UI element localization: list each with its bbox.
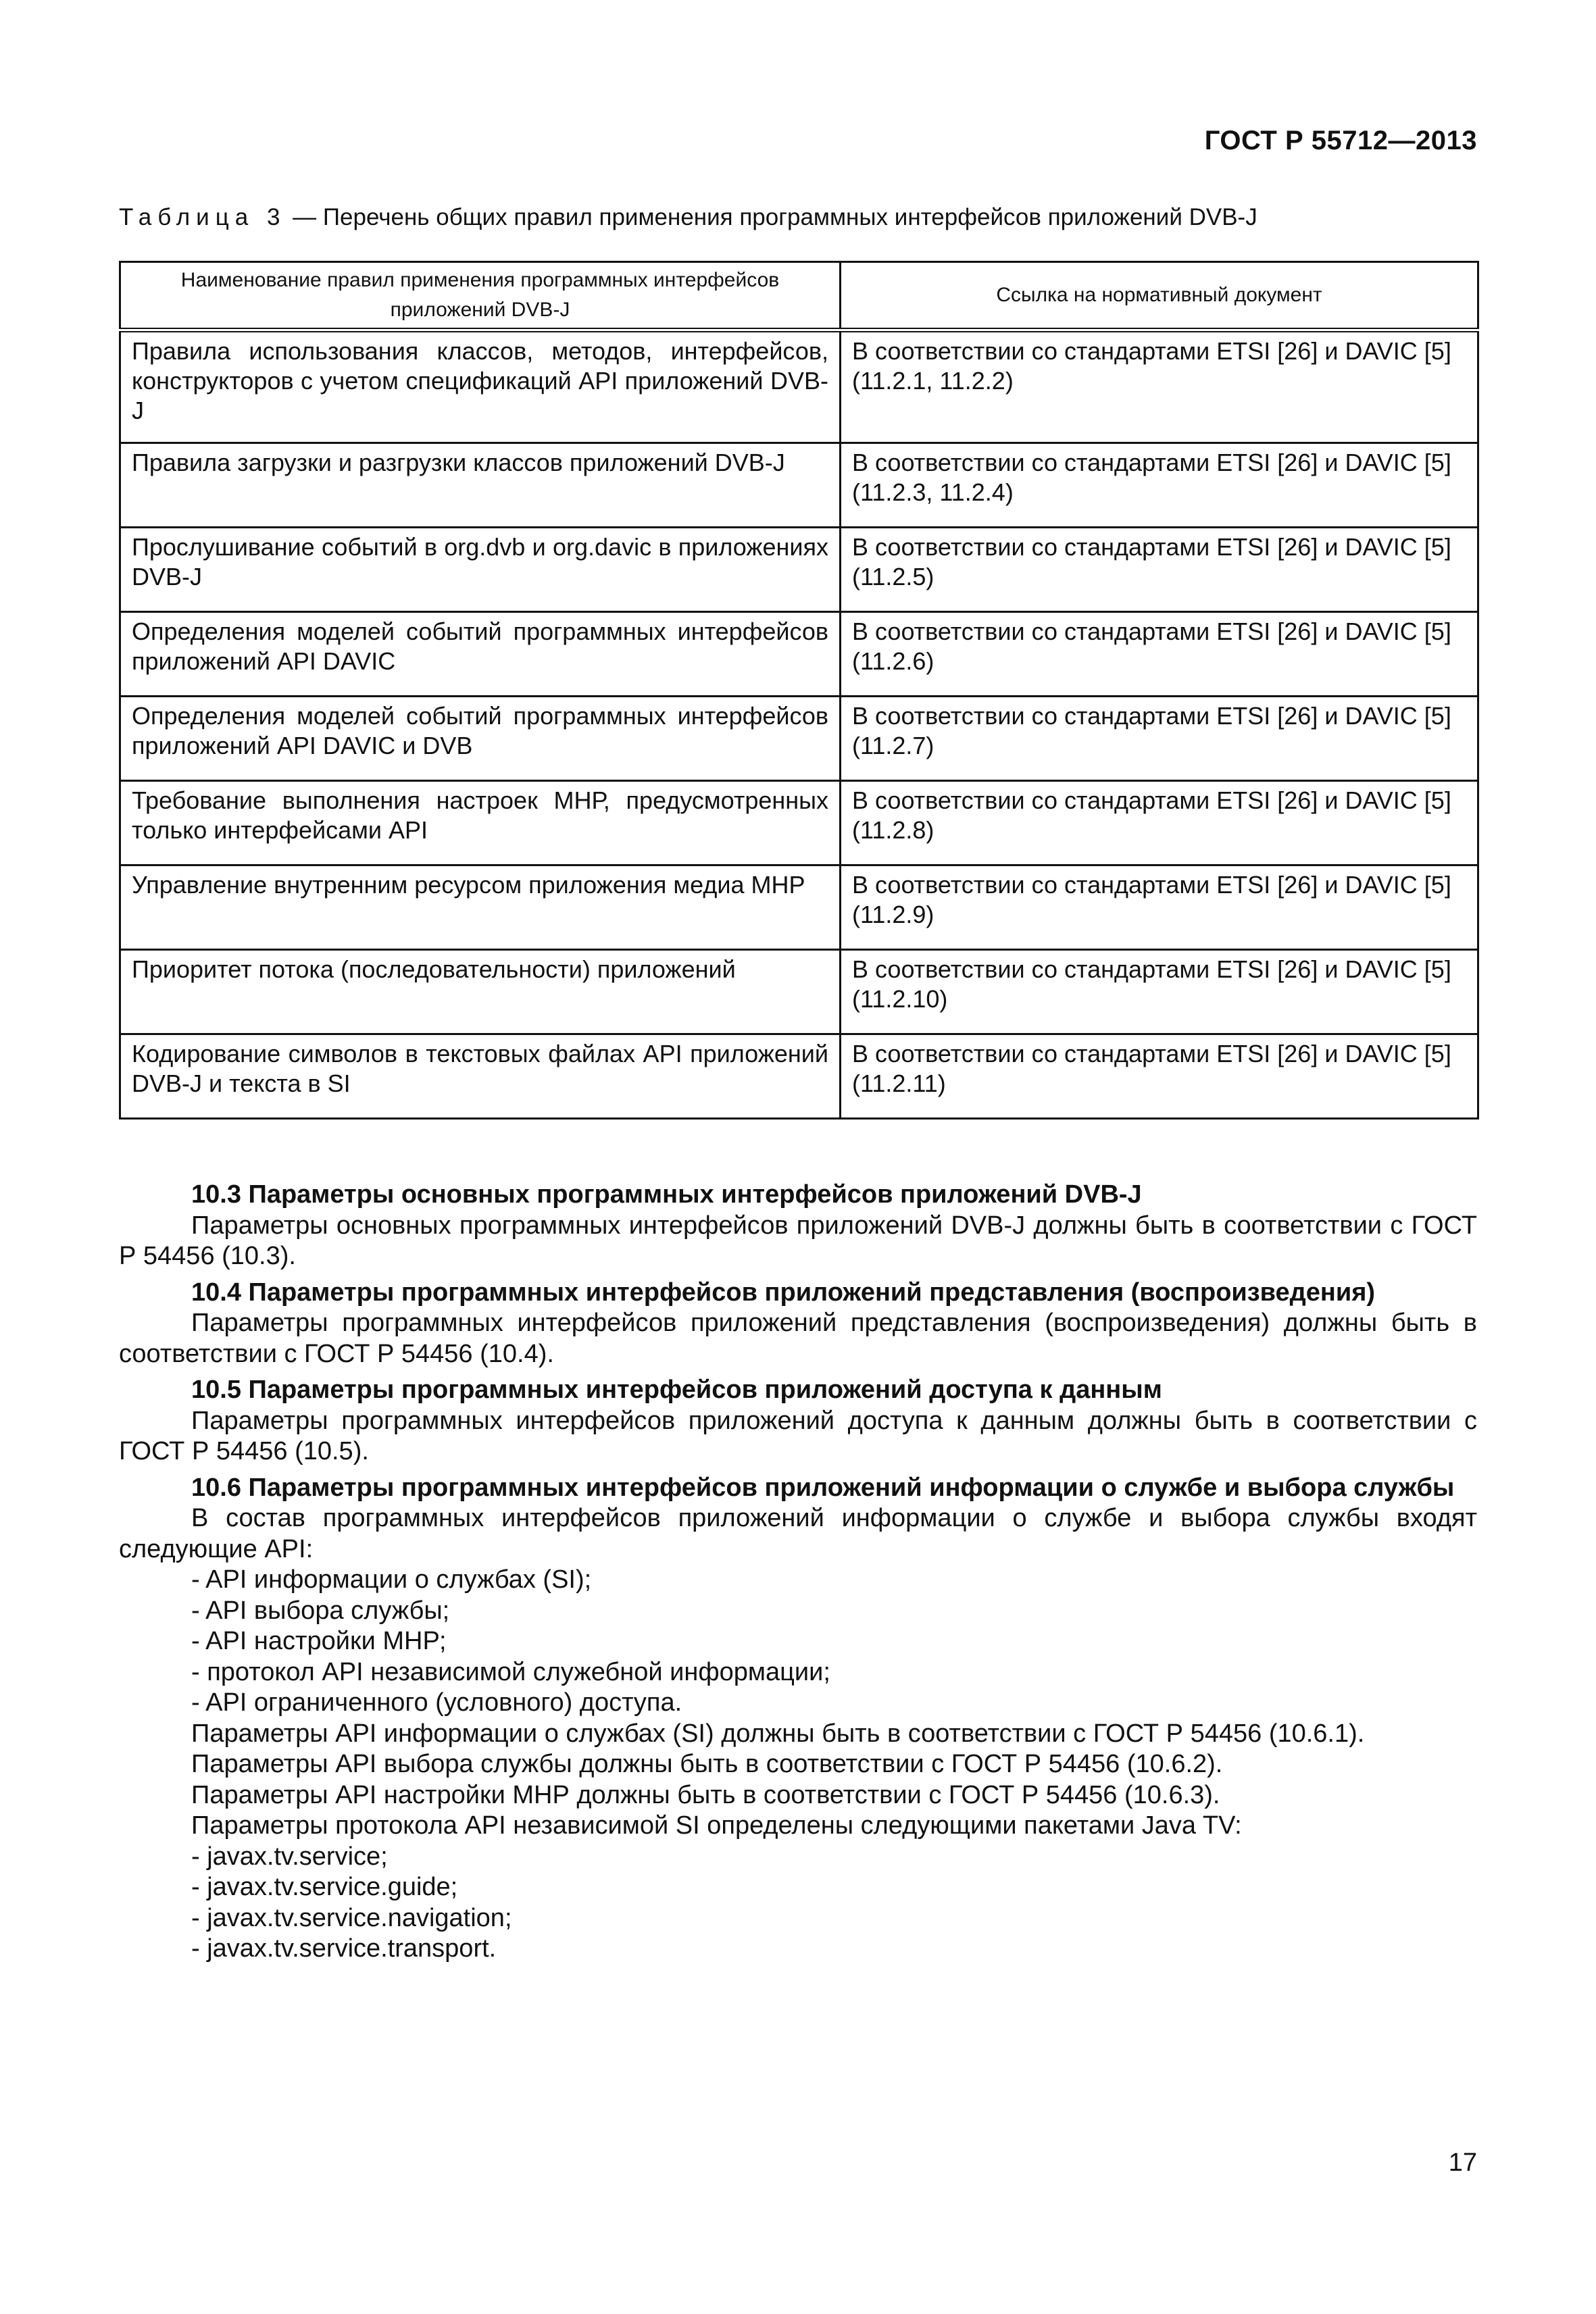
table-row xyxy=(120,1034,1478,1119)
section-paragraph: Параметры программных интерфейсов приложений представления (воспроизведения) должны быть в соответствии с ГОСТ Р 54456 (10.4). xyxy=(119,1309,1477,1368)
reference-cell: В соответствии со стандартами ETSI [26] и DAVIC [5] (11.2.3, 11.2.4) xyxy=(841,443,1478,528)
rule-cell: Требование выполнения настроек МНР, предусмотренных только интерфейсами API xyxy=(120,781,841,865)
page-number: 17 xyxy=(1448,2148,1477,2177)
list-item: - javax.tv.service.navigation; xyxy=(191,1903,512,1932)
section-paragraph: Параметры основных программных интерфейсов приложений DVB-J должны быть в соответствии с ГОСТ Р 54456 (10.3). xyxy=(119,1211,1477,1270)
reference-cell: В соответствии со стандартами ETSI [26] и DAVIC [5] (11.2.7) xyxy=(841,697,1478,781)
table-caption-text: — Перечень общих правил применения программных интерфейсов приложений DVB-J xyxy=(286,204,1257,230)
list-item: - API ограниченного (условного) доступа. xyxy=(191,1688,682,1717)
section-heading-10-6: 10.6 Параметры программных интерфейсов приложений информации о службе и выбора службы xyxy=(191,1473,1455,1502)
body-text xyxy=(119,1180,1477,1965)
reference-cell: В соответствии со стандартами ETSI [26] и DAVIC [5] (11.2.5) xyxy=(841,528,1478,612)
reference-cell: В соответствии со стандартами ETSI [26] и DAVIC [5] (11.2.9) xyxy=(841,865,1478,950)
table-row xyxy=(120,697,1478,781)
list-item: - API настройки МНР; xyxy=(191,1627,447,1655)
rules-table xyxy=(119,261,1479,1120)
rule-cell: Прослушивание событий в org.dvb и org.davic в приложениях DVB-J xyxy=(120,528,841,612)
table-row xyxy=(120,950,1478,1034)
table-row xyxy=(120,443,1478,528)
column-header-rule: Наименование правил применения программных интерфейсов приложений DVB-J xyxy=(120,262,841,330)
table-row xyxy=(120,781,1478,865)
rule-cell: Приоритет потока (последовательности) приложений xyxy=(120,950,841,1034)
section-paragraph: Параметры программных интерфейсов приложений доступа к данным должны быть в соответствии с ГОСТ Р 54456 (10.5). xyxy=(119,1406,1477,1465)
reference-cell: В соответствии со стандартами ETSI [26] и DAVIC [5] (11.2.10) xyxy=(841,950,1478,1034)
section-paragraph: Параметры API информации о службах (SI) должны быть в соответствии с ГОСТ Р 54456 (10.6.1). xyxy=(191,1719,1365,1748)
section-paragraph: Параметры API выбора службы должны быть в соответствии с ГОСТ Р 54456 (10.6.2). xyxy=(191,1750,1223,1778)
rule-cell: Правила использования классов, методов, интерфейсов, конструкторов с учетом спецификаций API приложений DVB-J xyxy=(120,330,841,443)
section-heading-10-4: 10.4 Параметры программных интерфейсов приложений представления (воспроизведения) xyxy=(191,1278,1376,1307)
reference-cell: В соответствии со стандартами ETSI [26] и DAVIC [5] (11.2.1, 11.2.2) xyxy=(841,330,1478,443)
rule-cell: Определения моделей событий программных интерфейсов приложений API DAVIC и DVB xyxy=(120,697,841,781)
table-caption-label: Таблица 3 xyxy=(119,204,286,230)
table-row xyxy=(120,528,1478,612)
list-item: - API информации о службах (SI); xyxy=(191,1565,592,1594)
rule-cell: Правила загрузки и разгрузки классов приложений DVB-J xyxy=(120,443,841,528)
section-paragraph: В состав программных интерфейсов приложений информации о службе и выбора службы входят следующие API: xyxy=(119,1504,1477,1563)
section-paragraph: Параметры API настройки МНР должны быть в соответствии с ГОСТ Р 54456 (10.6.3). xyxy=(191,1780,1220,1809)
table-row xyxy=(120,330,1478,443)
document-code: ГОСТ Р 55712—2013 xyxy=(1204,126,1477,155)
table-row xyxy=(120,865,1478,950)
reference-cell: В соответствии со стандартами ETSI [26] и DAVIC [5] (11.2.6) xyxy=(841,612,1478,697)
list-item: - протокол API независимой служебной информации; xyxy=(191,1657,830,1686)
list-item: - API выбора службы; xyxy=(191,1596,450,1625)
rule-cell: Управление внутренним ресурсом приложения медиа МНР xyxy=(120,865,841,950)
table-caption xyxy=(119,204,1257,231)
list-item: - javax.tv.service; xyxy=(191,1842,388,1871)
reference-cell: В соответствии со стандартами ETSI [26] и DAVIC [5] (11.2.11) xyxy=(841,1034,1478,1119)
list-item: - javax.tv.service.transport. xyxy=(191,1934,497,1963)
rule-cell: Кодирование символов в текстовых файлах API приложений DVB-J и текста в SI xyxy=(120,1034,841,1119)
list-item: - javax.tv.service.guide; xyxy=(191,1873,458,1901)
section-paragraph: Параметры протокола API независимой SI определены следующими пакетами Java TV: xyxy=(191,1811,1242,1840)
section-heading-10-3: 10.3 Параметры основных программных интерфейсов приложений DVB-J xyxy=(191,1180,1142,1209)
table-header-row xyxy=(120,262,1478,330)
table-row xyxy=(120,612,1478,697)
section-heading-10-5: 10.5 Параметры программных интерфейсов приложений доступа к данным xyxy=(191,1376,1162,1404)
column-header-reference: Ссылка на нормативный документ xyxy=(841,262,1478,330)
reference-cell: В соответствии со стандартами ETSI [26] и DAVIC [5] (11.2.8) xyxy=(841,781,1478,865)
rule-cell: Определения моделей событий программных интерфейсов приложений API DAVIC xyxy=(120,612,841,697)
